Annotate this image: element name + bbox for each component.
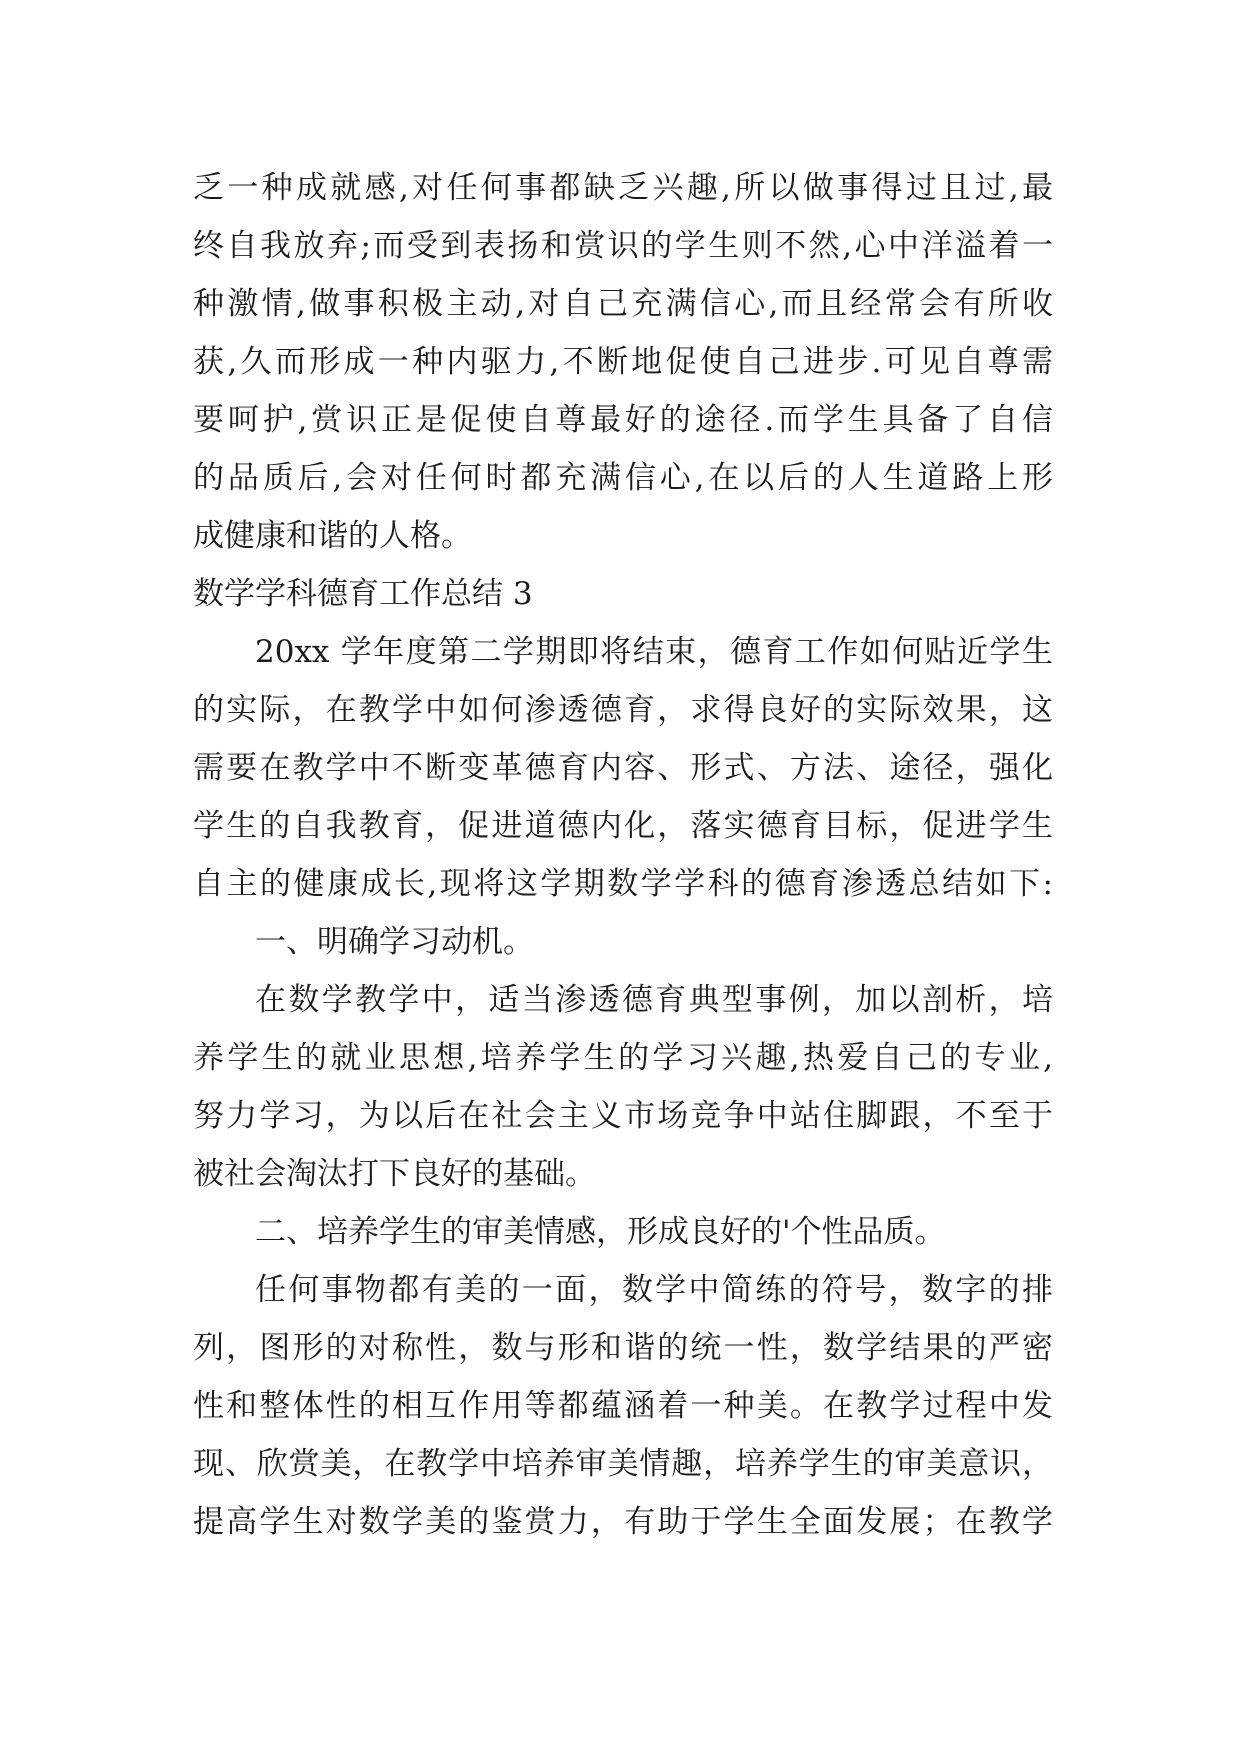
paragraph-first-line: 在数学教学中，适当渗透德育典型事例，加以剖析，培	[255, 982, 1053, 1018]
body-text-line: 提高学生对数学美的鉴赏力，有助于学生全面发展；在教学	[193, 1504, 1053, 1540]
body-text-line: 养学生的就业思想,培养学生的学习兴趣,热爱自己的专业,	[193, 1040, 1053, 1076]
subheading-one: 一、明确学习动机。	[255, 924, 534, 960]
body-text-line: 学生的自我教育，促进道德内化，落实德育目标，促进学生	[193, 808, 1053, 844]
section-heading: 数学学科德育工作总结 3	[193, 576, 533, 612]
body-text-line: 列，图形的对称性，数与形和谐的统一性，数学结果的严密	[193, 1330, 1053, 1366]
subheading-two: 二、培养学生的审美情感，形成良好的'个性品质。	[255, 1214, 946, 1250]
body-text-line: 自主的健康成长,现将这学期数学学科的德育渗透总结如下:	[193, 866, 1053, 902]
body-text-line: 成健康和谐的人格。	[193, 518, 472, 554]
body-text-line: 现、欣赏美，在教学中培养审美情趣，培养学生的审美意识，	[193, 1446, 1053, 1482]
body-text-line: 被社会淘汰打下良好的基础。	[193, 1156, 596, 1192]
body-text-line: 要呵护,赏识正是促使自尊最好的途径.而学生具备了自信	[193, 402, 1053, 438]
paragraph-first-line: 任何事物都有美的一面，数学中简练的符号，数字的排	[255, 1272, 1053, 1308]
body-text-line: 乏一种成就感,对任何事都缺乏兴趣,所以做事得过且过,最	[193, 170, 1053, 206]
body-text-line: 种激情,做事积极主动,对自己充满信心,而且经常会有所收	[193, 286, 1053, 322]
body-text-line: 获,久而形成一种内驱力,不断地促使自己进步.可见自尊需	[193, 344, 1053, 380]
body-text-line: 的品质后,会对任何时都充满信心,在以后的人生道路上形	[193, 460, 1053, 496]
body-text-line: 需要在教学中不断变革德育内容、形式、方法、途径，强化	[193, 750, 1053, 786]
body-text-line: 终自我放弃;而受到表扬和赏识的学生则不然,心中洋溢着一	[193, 228, 1053, 264]
body-text-line: 性和整体性的相互作用等都蕴涵着一种美。在教学过程中发	[193, 1388, 1053, 1424]
body-text-line: 努力学习，为以后在社会主义市场竞争中站住脚跟，不至于	[193, 1098, 1053, 1134]
paragraph-first-line: 20xx 学年度第二学期即将结束，德育工作如何贴近学生	[255, 634, 1053, 670]
body-text-line: 的实际，在教学中如何渗透德育，求得良好的实际效果，这	[193, 692, 1053, 728]
